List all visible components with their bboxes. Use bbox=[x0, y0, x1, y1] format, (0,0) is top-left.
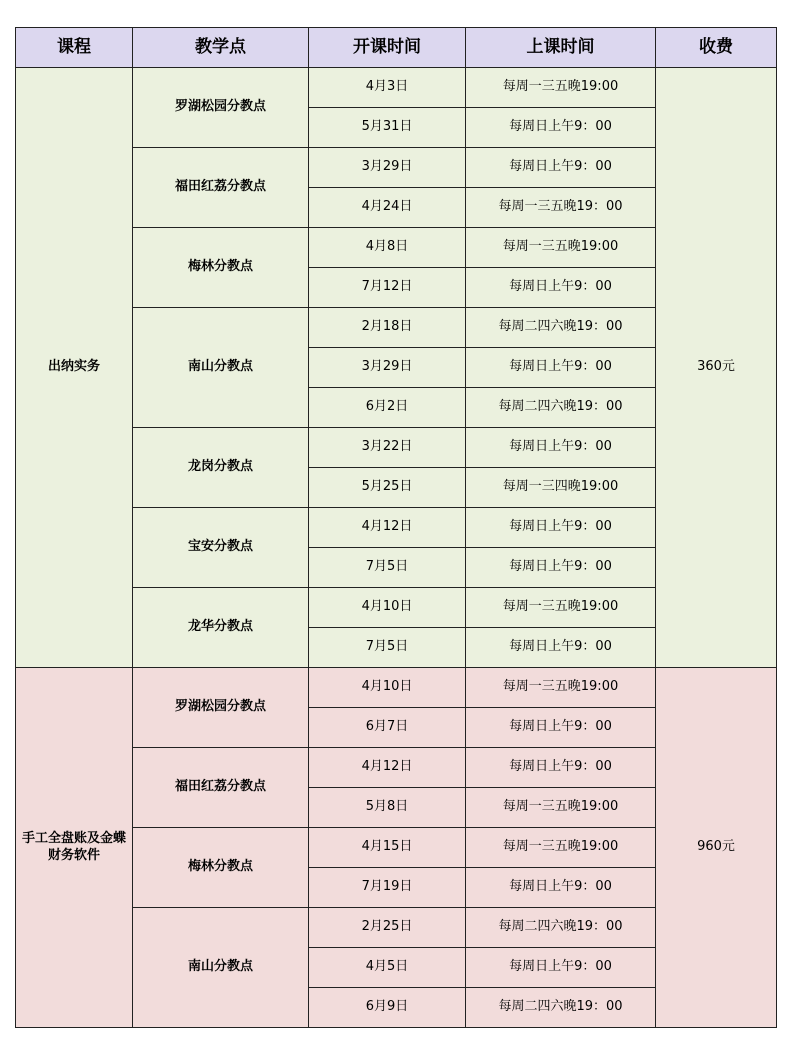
class-time-cell: 每周日上午9：00 bbox=[466, 748, 656, 788]
class-time-cell: 每周日上午9：00 bbox=[466, 708, 656, 748]
class-time-cell: 每周一三五晚19:00 bbox=[466, 588, 656, 628]
class-time-cell: 每周二四六晚19：00 bbox=[466, 988, 656, 1028]
header-course: 课程 bbox=[16, 28, 133, 68]
start-date-cell: 4月12日 bbox=[309, 748, 466, 788]
start-date-cell: 4月15日 bbox=[309, 828, 466, 868]
start-date-cell: 2月25日 bbox=[309, 908, 466, 948]
class-time-cell: 每周二四六晚19：00 bbox=[466, 308, 656, 348]
class-time-cell: 每周日上午9：00 bbox=[466, 348, 656, 388]
class-time-cell: 每周日上午9：00 bbox=[466, 548, 656, 588]
class-time-cell: 每周日上午9：00 bbox=[466, 628, 656, 668]
start-date-cell: 3月22日 bbox=[309, 428, 466, 468]
start-date-cell: 4月3日 bbox=[309, 68, 466, 108]
start-date-cell: 4月5日 bbox=[309, 948, 466, 988]
fee-cell: 960元 bbox=[656, 668, 777, 1028]
start-date-cell: 4月10日 bbox=[309, 588, 466, 628]
header-start-date: 开课时间 bbox=[309, 28, 466, 68]
class-time-cell: 每周日上午9：00 bbox=[466, 108, 656, 148]
header-location: 教学点 bbox=[133, 28, 309, 68]
location-cell: 南山分教点 bbox=[133, 908, 309, 1028]
start-date-cell: 5月25日 bbox=[309, 468, 466, 508]
start-date-cell: 4月10日 bbox=[309, 668, 466, 708]
class-time-cell: 每周一三五晚19:00 bbox=[466, 228, 656, 268]
class-time-cell: 每周一三五晚19:00 bbox=[466, 668, 656, 708]
table-header bbox=[16, 28, 777, 68]
location-cell: 罗湖松园分教点 bbox=[133, 68, 309, 148]
header-class-time: 上课时间 bbox=[466, 28, 656, 68]
fee-cell: 360元 bbox=[656, 68, 777, 668]
class-time-cell: 每周日上午9：00 bbox=[466, 868, 656, 908]
class-time-cell: 每周日上午9：00 bbox=[466, 268, 656, 308]
course-name-cell: 出纳实务 bbox=[16, 68, 133, 668]
start-date-cell: 6月9日 bbox=[309, 988, 466, 1028]
start-date-cell: 7月5日 bbox=[309, 548, 466, 588]
class-time-cell: 每周日上午9：00 bbox=[466, 428, 656, 468]
course-schedule-table bbox=[15, 27, 777, 1028]
start-date-cell: 5月31日 bbox=[309, 108, 466, 148]
location-cell: 南山分教点 bbox=[133, 308, 309, 428]
class-time-cell: 每周二四六晚19：00 bbox=[466, 388, 656, 428]
location-cell: 宝安分教点 bbox=[133, 508, 309, 588]
class-time-cell: 每周日上午9：00 bbox=[466, 508, 656, 548]
start-date-cell: 4月24日 bbox=[309, 188, 466, 228]
location-cell: 龙华分教点 bbox=[133, 588, 309, 668]
table-row bbox=[16, 668, 777, 708]
table-body bbox=[16, 68, 777, 1028]
start-date-cell: 6月2日 bbox=[309, 388, 466, 428]
location-cell: 梅林分教点 bbox=[133, 828, 309, 908]
start-date-cell: 3月29日 bbox=[309, 148, 466, 188]
start-date-cell: 3月29日 bbox=[309, 348, 466, 388]
start-date-cell: 2月18日 bbox=[309, 308, 466, 348]
header-row bbox=[16, 28, 777, 68]
class-time-cell: 每周日上午9：00 bbox=[466, 948, 656, 988]
location-cell: 罗湖松园分教点 bbox=[133, 668, 309, 748]
start-date-cell: 4月12日 bbox=[309, 508, 466, 548]
start-date-cell: 7月5日 bbox=[309, 628, 466, 668]
location-cell: 福田红荔分教点 bbox=[133, 748, 309, 828]
class-time-cell: 每周一三五晚19:00 bbox=[466, 68, 656, 108]
start-date-cell: 7月19日 bbox=[309, 868, 466, 908]
start-date-cell: 4月8日 bbox=[309, 228, 466, 268]
course-name-cell: 手工全盘账及金蝶财务软件 bbox=[16, 668, 133, 1028]
start-date-cell: 6月7日 bbox=[309, 708, 466, 748]
class-time-cell: 每周二四六晚19：00 bbox=[466, 908, 656, 948]
class-time-cell: 每周一三五晚19：00 bbox=[466, 188, 656, 228]
location-cell: 龙岗分教点 bbox=[133, 428, 309, 508]
start-date-cell: 5月8日 bbox=[309, 788, 466, 828]
start-date-cell: 7月12日 bbox=[309, 268, 466, 308]
location-cell: 福田红荔分教点 bbox=[133, 148, 309, 228]
class-time-cell: 每周日上午9：00 bbox=[466, 148, 656, 188]
header-fee: 收费 bbox=[656, 28, 777, 68]
class-time-cell: 每周一三五晚19:00 bbox=[466, 788, 656, 828]
location-cell: 梅林分教点 bbox=[133, 228, 309, 308]
class-time-cell: 每周一三四晚19:00 bbox=[466, 468, 656, 508]
table-row bbox=[16, 68, 777, 108]
class-time-cell: 每周一三五晚19:00 bbox=[466, 828, 656, 868]
